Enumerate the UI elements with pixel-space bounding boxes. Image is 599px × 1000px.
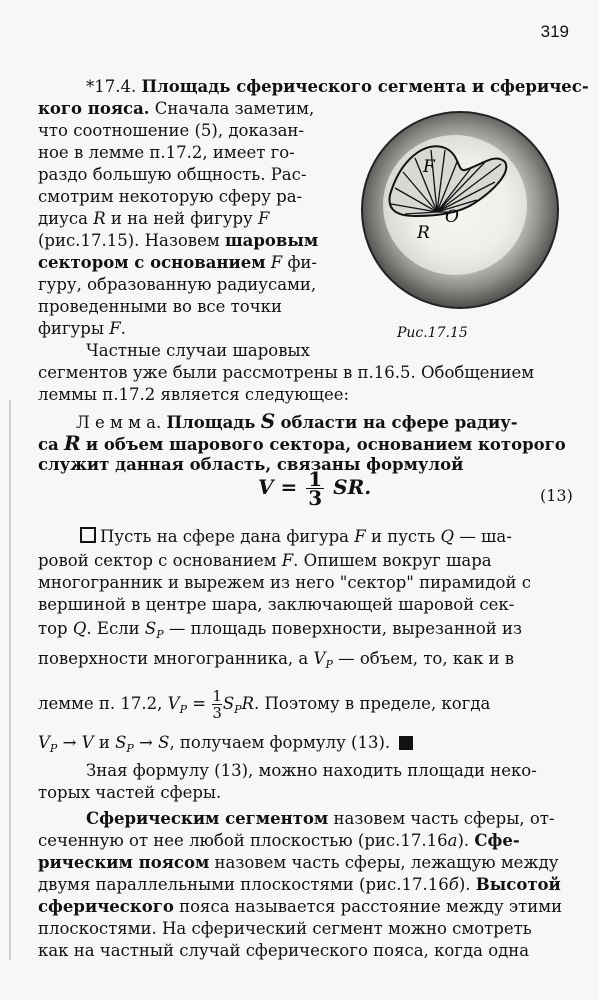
body-line: Зная формулу (13), можно находить площади неко- (86, 761, 537, 780)
lemma-line1: Л е м м а. Площадь S области на сфере радиу- (76, 409, 518, 433)
body-line: как на частный случай сферического пояса, когда одна (38, 941, 530, 960)
intro-line: ное в лемме п.17.2, имеет го- (38, 143, 295, 162)
intro-line: что соотношение (5), доказан- (38, 121, 305, 140)
proof-line: поверхности многогранника, а $V_P$ — объем, то, как и в (38, 649, 515, 671)
formula-13: V = $\frac{1}{3}$ SR. (258, 467, 372, 510)
proof-line: многогранник и вырежем из него "сектор" пирамидой с (38, 573, 531, 592)
intro-line: смотрим некоторую сферу ра- (38, 187, 303, 206)
body-line: Частные случаи шаровых (86, 341, 310, 360)
intro-line: фигуры F. (38, 319, 126, 338)
intro-line: сектором с основанием F фи- (38, 253, 317, 272)
intro-line: раздо большую общность. Рас- (38, 165, 307, 184)
body-line: рическим поясом назовем часть сферы, лежащую между (38, 853, 559, 872)
section-heading-line1: *17.4. Площадь сферического сегмента и сферичес- (86, 77, 589, 96)
intro-line: проведенными во все точки (38, 297, 282, 316)
proof-line: вершиной в центре шара, заключающей шаровой сек- (38, 595, 515, 614)
scan-edge (9, 400, 11, 960)
body-line: сферического пояса называется расстояние между этими (38, 897, 563, 916)
figure-label-O: O (445, 207, 459, 227)
lemma-line3: служит данная область, связаны формулой (38, 455, 464, 474)
figure-caption: Рис.17.15 (397, 325, 468, 341)
intro-line: диуса R и на ней фигуру F (38, 209, 270, 228)
lemma-line2: са R и объем шарового сектора, основанием которого (38, 431, 566, 455)
proof-line: $V_P \to V$ и $S_P \to S$, получаем формулу (13). (38, 732, 413, 760)
proof-line: тор Q. Если $S_P$ — площадь поверхности, вырезанной из (38, 619, 523, 641)
figure-label-R: R (417, 223, 430, 243)
formula-number: (13) (540, 486, 573, 505)
page-number: 319 (540, 22, 569, 41)
body-line: двумя параллельными плоскостями (рис.17.16б). Высотой (38, 875, 561, 894)
body-line: плоскостями. На сферический сегмент можно смотреть (38, 919, 532, 938)
proof-line: Пусть на сфере дана фигура F и пусть Q — ша- (80, 526, 512, 548)
intro-line: (рис.17.15). Назовем шаровым (38, 231, 319, 250)
proof-end-icon (399, 736, 413, 750)
body-line: торых частей сферы. (38, 783, 222, 802)
figure-label-F: F (423, 157, 435, 177)
body-line: сегментов уже были рассмотрены в п.16.5. Обобщением (38, 363, 535, 382)
intro-line: гуру, образованную радиусами, (38, 275, 317, 294)
body-line: сеченную от нее любой плоскостью (рис.17.16а). Сфе- (38, 831, 520, 850)
body-line: Сферическим сегментом назовем часть сферы, от- (86, 809, 555, 828)
proof-line: лемме п. 17.2, $V_P$ = $\frac{1}{3}$ $S_PR$. Поэтому в пределе, когда (38, 687, 491, 722)
section-heading-line2: кого пояса. Сначала заметим, (38, 99, 315, 118)
proof-start-icon (80, 527, 96, 543)
sphere-sector-figure (345, 100, 575, 320)
body-line: леммы п.17.2 является следующее: (38, 385, 350, 404)
proof-line: ровой сектор с основанием F. Опишем вокруг шара (38, 551, 492, 570)
